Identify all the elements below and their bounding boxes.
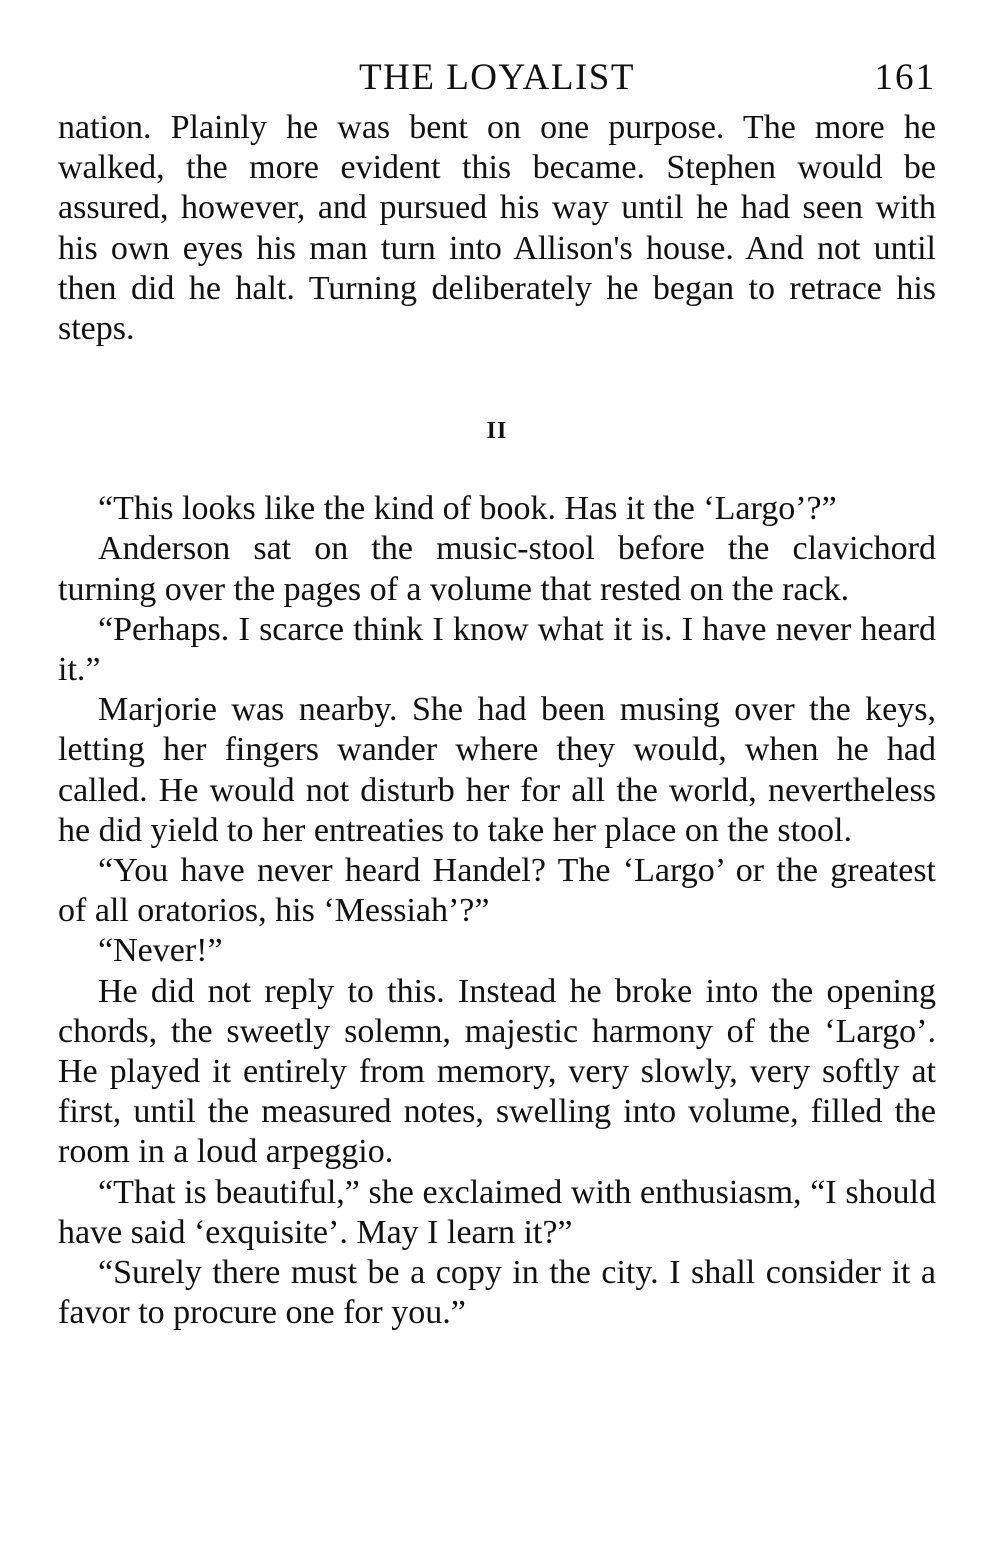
paragraph: Anderson sat on the music-stool before the clavichord turning over the pages of a volume that rested on the rack. [58, 530, 936, 608]
paragraph: Marjorie was nearby. She had been musing over the keys, letting her fingers wander where they would, when he had called. He would not disturb her for all the world, nevertheless he did yield to her entreaties to take her place on the stool. [58, 691, 936, 849]
paragraph: “Never!” [98, 932, 223, 970]
page-number: 161 [874, 57, 936, 98]
paragraph: “This looks like the kind of book. Has it the ‘Largo’?” [98, 490, 837, 528]
book-page [58, 48, 936, 1333]
paragraph: “That is beautiful,” she exclaimed with enthusiasm, “I should have said ‘exquisite’. May I learn it?” [58, 1173, 936, 1251]
paragraph: “You have never heard Handel? The ‘Largo’ or the greatest of all oratorios, his ‘Messiah’?” [58, 852, 936, 930]
section-number: II [486, 418, 508, 445]
running-title: THE LOYALIST [359, 57, 635, 98]
paragraph: “Surely there must be a copy in the city. I shall consider it a favor to procure one for you.” [58, 1254, 936, 1332]
running-head [58, 48, 936, 108]
paragraph: “Perhaps. I scarce think I know what it is. I have never heard it.” [58, 610, 936, 689]
paragraph: He did not reply to this. Instead he broke into the opening chords, the sweetly solemn, majestic harmony of the ‘Largo’. He played it entirely from memory, very slowly, very softly at first, until the measured notes, swelling into volume, filled the room in a loud arpeggio. [58, 972, 936, 1171]
paragraph-continued: nation. Plainly he was bent on one purpose. The more he walked, the more evident this became. Stephen would be assured, however, and pursued his way until he had seen with his own eyes his man turn into Allison's house. And not until then did he halt. Turning deliberately he began to retrace his steps. [58, 109, 936, 348]
